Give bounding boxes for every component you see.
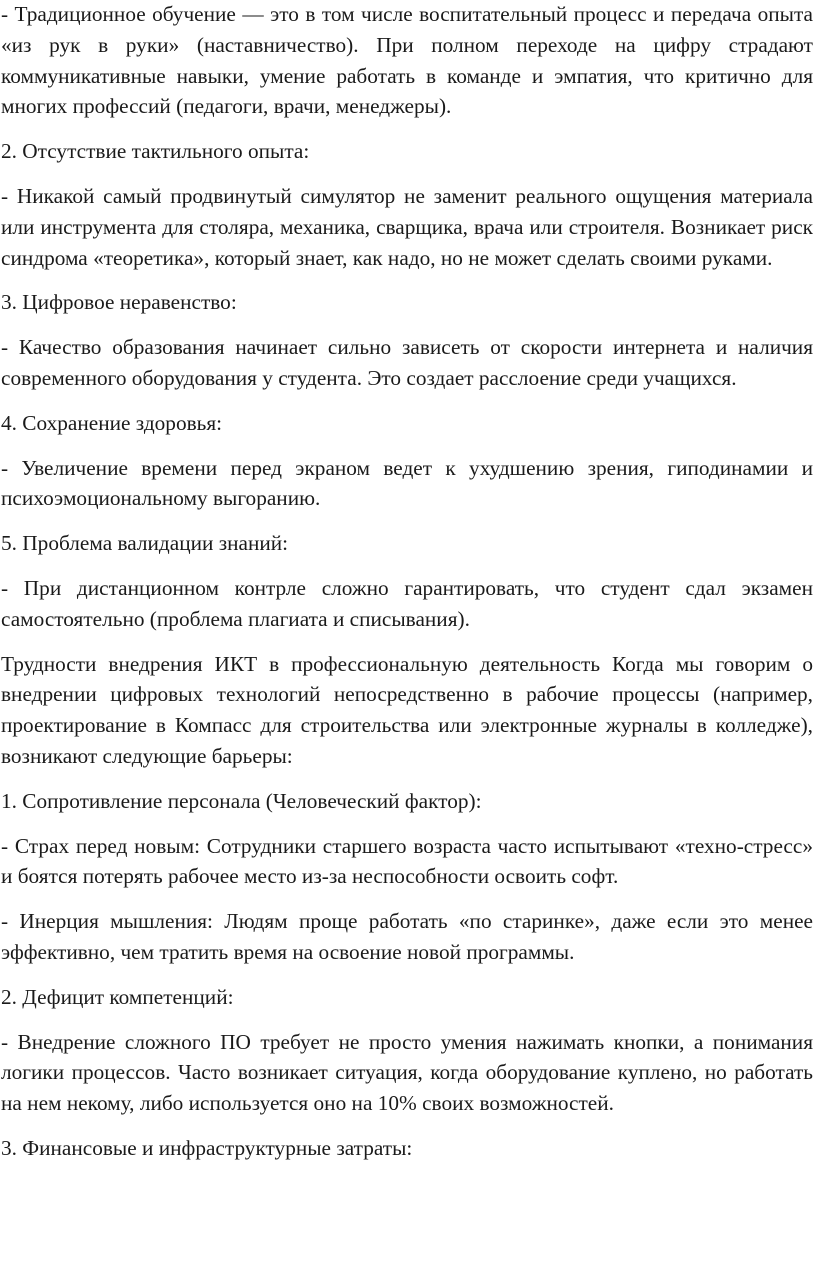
heading-health: 4. Сохранение здоровья:: [1, 410, 223, 435]
paragraph-remote-control: - При дистанционном контрле сложно гарантировать, что студент сдал экзамен самостоятельно (проблема плагиата и списывания).: [1, 575, 813, 631]
paragraph-thinking-inertia: - Инерция мышления: Людям проще работать «по старинке», даже если это менее эффективно, чем тратить время на освоение новой программы.: [1, 909, 813, 964]
paragraph-simulator: - Никакой самый продвинутый симулятор не заменит реального ощущения материала или инструмента для столяра, механика, сварщика, врача или строителя. Возникает риск синдрома «теоретика», который знает, как надо, но не может сделать своими руками.: [1, 183, 813, 270]
paragraph-ict-difficulties: Трудности внедрения ИКТ в профессиональную деятельность Когда мы говорим о внедрении цифровых технологий непосредственно в рабочие процессы (например, проектирование в Компасс для строительства или электронные журналы в колледже), возникают следующие барьеры:: [1, 651, 813, 768]
heading-competence-deficit: 2. Дефицит компетенций:: [1, 984, 234, 1009]
heading-digital-inequality: 3. Цифровое неравенство:: [1, 290, 237, 315]
paragraph-traditional-learning: - Традиционное обучение — это в том числе воспитательный процесс и передача опыта «из рук в руки» (наставничество). При полном переходе на цифру страдают коммуникативные навыки, умение работать в команде и эмпатия, что критично для многих профессий (педагоги, врачи, менеджеры).: [1, 2, 813, 119]
heading-no-tactile-experience: 2. Отсутствие тактильного опыта:: [1, 139, 310, 164]
paragraph-education-quality: - Качество образования начинает сильно зависеть от скорости интернета и наличия современного оборудования у студента. Это создает расслоение среди учащихся.: [1, 335, 813, 390]
paragraph-complex-software: - Внедрение сложного ПО требует не просто умения нажимать кнопки, а понимания логики процессов. Часто возникает ситуация, когда оборудование куплено, но работать на нем некому, либо используется оно на 10% своих возможностей.: [1, 1029, 813, 1116]
heading-staff-resistance: 1. Сопротивление персонала (Человеческий фактор):: [1, 788, 482, 813]
paragraph-screen-time: - Увеличение времени перед экраном ведет к ухудшению зрения, гиподинамии и психоэмоциональному выгоранию.: [1, 455, 813, 511]
heading-financial-costs: 3. Финансовые и инфраструктурные затраты:: [1, 1135, 413, 1160]
paragraph-fear-of-new: - Страх перед новым: Сотрудники старшего возраста часто испытывают «техно-стресс» и боятся потерять рабочее место из-за неспособности освоить софт.: [1, 833, 813, 889]
heading-knowledge-validation: 5. Проблема валидации знаний:: [1, 531, 289, 556]
